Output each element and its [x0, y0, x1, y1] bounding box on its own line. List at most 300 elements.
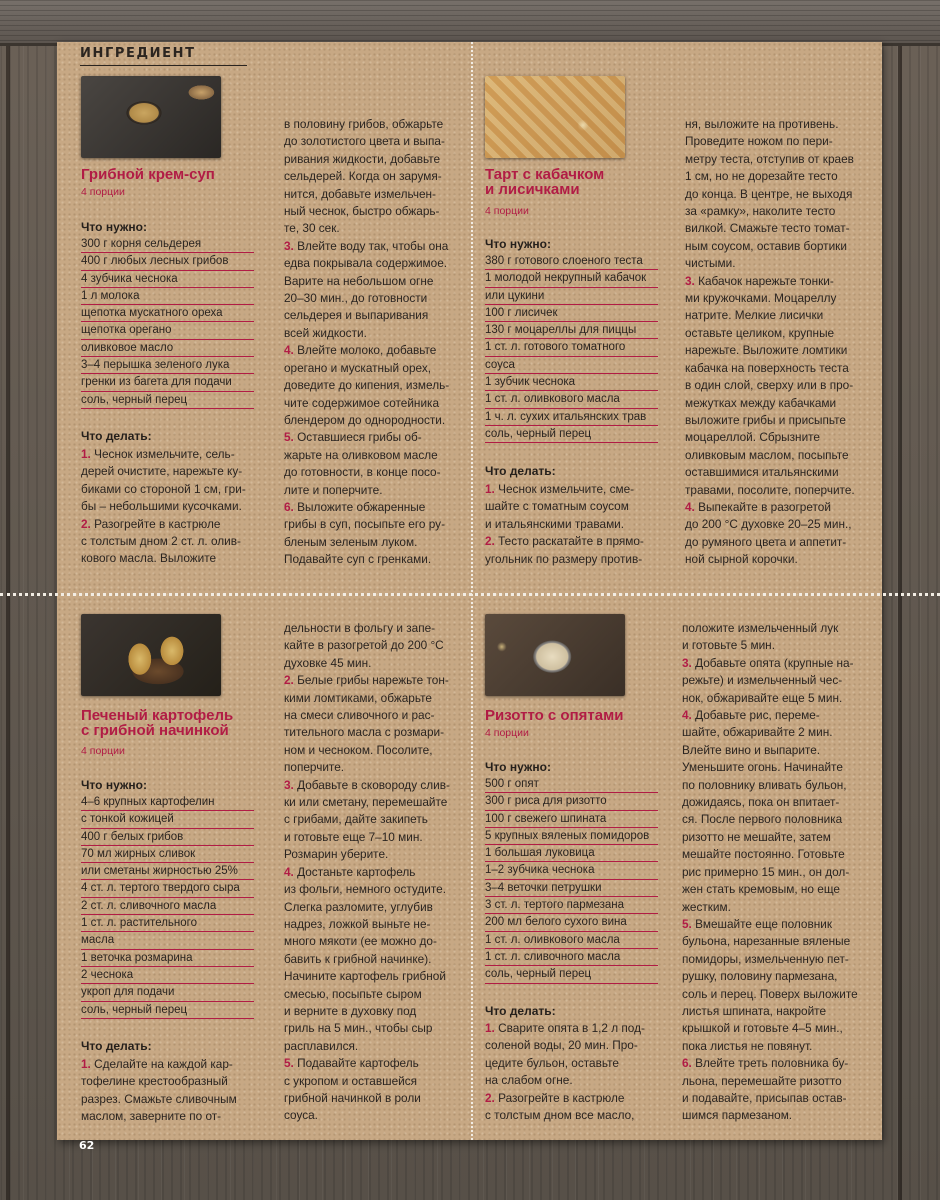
step-line: [685, 151, 870, 168]
step-text: ный чеснок, быстро обжарь-: [284, 204, 440, 219]
recipe-title-line: с грибной начинкой: [81, 722, 229, 739]
step-text: Подавайте картофель: [293, 1056, 419, 1071]
step-line: [685, 464, 870, 481]
step-line: [284, 968, 464, 985]
steps-column: [81, 1056, 261, 1126]
step-line: [284, 464, 464, 481]
ingredients-list: [485, 776, 658, 984]
step-text: духовке 45 мин.: [284, 655, 372, 670]
step-text: крышкой и готовьте 4–5 мин.,: [682, 1021, 843, 1036]
risotto-photo: [485, 614, 625, 696]
ingredient-item: 1 л молока: [81, 288, 254, 305]
ingredients-heading: Что нужно:: [485, 760, 551, 774]
step-line: [284, 620, 464, 637]
step-line: [284, 325, 464, 342]
step-line: [284, 1038, 464, 1055]
baked-potato-photo: [81, 614, 221, 696]
recipe-title-line: Тарт с кабачком: [485, 166, 605, 183]
recipe-portions: 4 порции: [485, 727, 529, 739]
ingredient-item: 1 ч. л. сухих итальянских трав: [485, 409, 658, 426]
step-text: натрите. Мелкие лисички: [685, 308, 824, 323]
ingredients-heading: Что нужно:: [81, 220, 147, 234]
step-line: [81, 516, 261, 533]
step-line: [284, 986, 464, 1003]
ingredient-item: 400 г любых лесных грибов: [81, 253, 254, 270]
ingredient-item: 5 крупных вяленых помидоров: [485, 828, 658, 845]
step-text: дельности в фольгу и запе-: [284, 621, 436, 635]
ingredient-item: соуса: [485, 357, 658, 374]
recipe-title-line: Ризотто с опятами: [485, 707, 624, 724]
ingredient-item: 200 мл белого сухого вина: [485, 914, 658, 931]
step-text: дожидаясь, пока он впитает-: [682, 795, 840, 810]
step-line: [682, 899, 872, 916]
step-line: [284, 342, 464, 359]
step-number: 3.: [284, 777, 294, 792]
step-text: ном и чесноком. Посолите,: [284, 742, 433, 757]
step-line: [284, 290, 464, 307]
step-line: [682, 1038, 872, 1055]
ingredient-item: гренки из багета для подачи: [81, 374, 254, 391]
step-line: [284, 759, 464, 776]
recipe-title: [81, 167, 215, 182]
ingredient-item: 3–4 веточки петрушки: [485, 880, 658, 897]
step-text: те, 30 сек.: [284, 221, 340, 236]
step-text: на слабом огне.: [485, 1073, 573, 1088]
step-text: Сделайте на каждой кар-: [90, 1057, 233, 1071]
step-text: в один слой, сверху или в про-: [685, 378, 854, 393]
steps-heading: Что делать:: [81, 429, 152, 443]
step-number: 4.: [284, 864, 294, 879]
ingredient-item: с тонкой кожицей: [81, 811, 254, 828]
step-text: оставьте целиком, крупные: [685, 325, 835, 340]
recipe-title-line: Грибной крем-суп: [81, 166, 215, 183]
step-number: 5.: [284, 430, 294, 445]
step-text: с толстым дном все масло,: [485, 1108, 635, 1123]
step-line: [81, 1056, 261, 1073]
step-line: [682, 1020, 872, 1037]
ingredients-list: [81, 794, 254, 1019]
ingredient-item: соль, черный перец: [81, 1002, 254, 1019]
step-text: дерей очистите, нарежьте ку-: [81, 464, 243, 479]
step-text: режьте) и измельченный чес-: [682, 673, 843, 688]
step-text: жарьте на оливковом масле: [284, 447, 438, 462]
ingredient-item: 4 ст. л. тертого твердого сыра: [81, 880, 254, 897]
recipe-title-line: и лисичками: [485, 181, 580, 198]
step-line: [682, 672, 872, 689]
step-line: [284, 412, 464, 429]
step-number: 2.: [81, 516, 91, 531]
step-text: поперчите.: [284, 760, 345, 775]
step-line: [284, 951, 464, 968]
step-text: рис примерно 15 мин., он дол-: [682, 864, 850, 879]
ingredient-item: 1 зубчик чеснока: [485, 374, 658, 391]
step-text: Кабачок нарежьте тонки-: [694, 273, 834, 288]
step-text: с грибами, дайте закипеть: [284, 812, 428, 827]
step-line: [284, 1107, 464, 1124]
step-line: [685, 168, 870, 185]
step-text: до румяного цвета и аппетит-: [685, 534, 847, 549]
step-line: [485, 481, 665, 498]
section-label: ИНГРЕДИЕНТ: [80, 46, 247, 66]
step-text: листья шпината, накройте: [682, 1003, 827, 1018]
step-text: пока листья не повянут.: [682, 1038, 813, 1053]
step-line: [682, 1090, 872, 1107]
ingredients-list: [485, 253, 658, 443]
step-line: [685, 516, 870, 533]
ingredient-item: 500 г опят: [485, 776, 658, 793]
step-text: соленой воды, 20 мин. Про-: [485, 1038, 638, 1053]
step-line: [81, 463, 261, 480]
ingredients-heading: Что нужно:: [485, 237, 551, 251]
step-line: [685, 342, 870, 359]
steps-heading: Что делать:: [81, 1039, 152, 1053]
ingredient-item: масла: [81, 932, 254, 949]
step-text: угольник по размеру против-: [485, 551, 643, 566]
step-line: [81, 1073, 261, 1090]
mushroom-soup-photo: [81, 76, 221, 158]
step-text: шимся пармезаном.: [682, 1108, 793, 1123]
step-line: [685, 255, 870, 272]
horizontal-fold-line: [0, 593, 940, 596]
step-text: на смеси сливочного и рас-: [284, 708, 435, 723]
ingredient-item: 3 ст. л. тертого пармезана: [485, 897, 658, 914]
ingredient-item: щепотка орегано: [81, 322, 254, 339]
step-line: [284, 186, 464, 203]
step-text: Белые грибы нарежьте тон-: [293, 673, 449, 688]
step-line: [284, 133, 464, 150]
step-line: [682, 655, 872, 672]
ingredient-item: 4–6 крупных картофелин: [81, 794, 254, 811]
step-text: едва покрывала содержимое.: [284, 256, 448, 271]
step-line: [682, 1107, 872, 1124]
step-line: [284, 307, 464, 324]
step-number: 3.: [682, 655, 692, 670]
ingredient-item: 1–2 зубчика чеснока: [485, 862, 658, 879]
ingredient-item: укроп для подачи: [81, 984, 254, 1001]
steps-column: [682, 620, 872, 1125]
step-text: метру теста, отступив от краев: [685, 151, 854, 166]
step-number: 4.: [682, 708, 692, 723]
ingredient-item: соль, черный перец: [81, 392, 254, 409]
step-text: цедите бульон, оставьте: [485, 1055, 619, 1070]
step-line: [485, 1020, 665, 1037]
step-number: 1.: [81, 1057, 91, 1071]
step-line: [284, 829, 464, 846]
step-number: 5.: [682, 916, 692, 931]
step-line: [284, 1073, 464, 1090]
step-text: Добавьте в сковороду слив-: [293, 777, 450, 792]
step-text: Выложите обжаренные: [293, 499, 426, 514]
step-text: Уменьшите огонь. Начинайте: [682, 760, 843, 775]
step-text: до готовности, в конце посо-: [284, 465, 441, 480]
step-line: [682, 916, 872, 933]
step-text: сельдерея и выпаривания: [284, 308, 429, 323]
step-line: [685, 186, 870, 203]
steps-column: [81, 446, 261, 568]
step-text: за «рамку», наколите тесто: [685, 204, 836, 219]
step-line: [81, 533, 261, 550]
step-line: [284, 203, 464, 220]
step-line: [685, 116, 870, 133]
step-line: [682, 707, 872, 724]
step-line: [682, 794, 872, 811]
step-text: Вмешайте еще половник: [691, 916, 833, 931]
step-text: смесью, посыпьте сыром: [284, 986, 422, 1001]
step-text: маслом, заверните по от-: [81, 1109, 222, 1124]
step-text: бульона, нарезанные вяленые: [682, 934, 851, 949]
step-line: [685, 395, 870, 412]
ingredient-item: соль, черный перец: [485, 426, 658, 443]
step-line: [284, 220, 464, 237]
step-text: льона, перемешайте ризотто: [682, 1073, 842, 1088]
step-text: всей жидкости.: [284, 325, 367, 340]
step-text: соуса.: [284, 1108, 318, 1123]
step-text: бленым зеленым луком.: [284, 534, 418, 549]
step-line: [682, 777, 872, 794]
step-line: [485, 1107, 665, 1124]
step-line: [485, 533, 665, 550]
step-text: Чеснок измельчите, сель-: [90, 447, 235, 461]
step-number: 5.: [284, 1056, 294, 1071]
step-line: [284, 116, 464, 133]
step-line: [284, 499, 464, 516]
vertical-fold-line: [471, 42, 473, 1140]
step-line: [682, 724, 872, 741]
step-line: [284, 811, 464, 828]
step-line: [81, 446, 261, 463]
ingredient-item: или цукини: [485, 288, 658, 305]
ingredient-item: 1 ст. л. сливочного масла: [485, 949, 658, 966]
step-text: Слегка разломите, углубив: [284, 899, 433, 914]
steps-heading: Что делать:: [485, 464, 556, 478]
step-line: [685, 290, 870, 307]
step-text: Разогрейте в кастрюле: [494, 1090, 625, 1105]
recipe-portions: 4 порции: [81, 186, 125, 198]
step-line: [682, 620, 872, 637]
step-line: [284, 516, 464, 533]
step-text: ми кружочками. Моцареллу: [685, 291, 837, 306]
step-line: [284, 672, 464, 689]
step-text: чите содержимое сотейника: [284, 395, 440, 410]
step-text: шайте с томатным соусом: [485, 499, 629, 514]
step-text: мешайте постоянно. Готовьте: [682, 847, 845, 862]
step-line: [284, 255, 464, 272]
step-text: ривания жидкости, добавьте: [284, 151, 441, 166]
ingredient-item: 100 г свежего шпината: [485, 811, 658, 828]
step-line: [685, 447, 870, 464]
step-number: 3.: [685, 273, 695, 288]
step-line: [81, 498, 261, 515]
step-line: [284, 846, 464, 863]
step-text: ной сырной корочки.: [685, 552, 798, 567]
step-text: выложите грибы и присыпьте: [685, 412, 846, 427]
step-text: ня, выложите на противень.: [685, 117, 839, 131]
step-line: [284, 794, 464, 811]
step-text: Разогрейте в кастрюле: [90, 516, 221, 531]
step-text: и готовьте 5 мин.: [682, 638, 775, 653]
step-number: 2.: [485, 1090, 495, 1105]
step-line: [284, 395, 464, 412]
step-line: [81, 481, 261, 498]
step-line: [682, 1003, 872, 1020]
recipe-portions: 4 порции: [485, 205, 529, 217]
step-line: [685, 499, 870, 516]
step-line: [485, 1090, 665, 1107]
wood-background-top: [0, 0, 940, 46]
step-line: [682, 829, 872, 846]
step-text: лите и поперчите.: [284, 482, 383, 497]
step-text: Выпекайте в разогретой: [694, 499, 831, 514]
step-text: Влейте молоко, добавьте: [293, 343, 437, 358]
ingredient-item: 1 ст. л. оливкового масла: [485, 932, 658, 949]
step-line: [685, 377, 870, 394]
ingredient-item: или сметаны жирностью 25%: [81, 863, 254, 880]
step-text: Влейте треть половника бу-: [691, 1056, 849, 1071]
step-text: Добавьте рис, переме-: [691, 708, 820, 723]
step-line: [284, 742, 464, 759]
step-line: [682, 1055, 872, 1072]
step-text: помидоры, измельченную пет-: [682, 951, 849, 966]
step-text: и подавайте, присыпав остав-: [682, 1090, 847, 1105]
step-text: нок, обжаривайте еще 5 мин.: [682, 690, 843, 705]
step-line: [685, 534, 870, 551]
step-text: Варите на небольшом огне: [284, 273, 434, 288]
ingredient-item: 1 веточка розмарина: [81, 950, 254, 967]
step-line: [682, 968, 872, 985]
ingredient-item: 1 большая луковица: [485, 845, 658, 862]
step-text: до 200 °С духовке 20–25 мин.,: [685, 517, 852, 532]
step-line: [284, 1090, 464, 1107]
step-text: до конца. В центре, не выходя: [685, 186, 853, 201]
step-text: Сварите опята в 1,2 л под-: [494, 1021, 645, 1035]
steps-column: [485, 1020, 665, 1124]
step-line: [284, 864, 464, 881]
step-line: [284, 881, 464, 898]
ingredient-item: щепотка мускатного ореха: [81, 305, 254, 322]
step-text: в половину грибов, обжарьте: [284, 117, 444, 131]
step-text: биками со стороной 1 см, гри-: [81, 481, 246, 496]
ingredient-item: 130 г моцареллы для пиццы: [485, 322, 658, 339]
step-line: [485, 498, 665, 515]
step-line: [81, 1108, 261, 1125]
step-text: разрез. Смажьте сливочным: [81, 1091, 237, 1106]
step-text: межутках между кабачками: [685, 395, 837, 410]
step-line: [682, 811, 872, 828]
ingredient-item: 400 г белых грибов: [81, 829, 254, 846]
step-number: 1.: [485, 1021, 495, 1035]
step-text: 1 см, но не дорезайте тесто: [685, 169, 838, 184]
recipe-portions: 4 порции: [81, 745, 125, 757]
step-text: и верните в духовку под: [284, 1003, 417, 1018]
step-number: 2.: [284, 673, 294, 688]
step-line: [284, 933, 464, 950]
step-line: [284, 151, 464, 168]
step-line: [485, 1072, 665, 1089]
step-text: грибы в суп, посыпьте его ру-: [284, 517, 445, 532]
step-text: орегано и мускатный орех,: [284, 360, 432, 375]
page-number: 62: [79, 1139, 95, 1152]
step-text: оставшимися итальянскими: [685, 465, 839, 480]
step-text: кайте в разогретой до 200 °С: [284, 638, 444, 653]
step-number: 6.: [682, 1056, 692, 1071]
step-line: [685, 551, 870, 568]
steps-column: [284, 620, 464, 1125]
step-line: [682, 881, 872, 898]
step-text: Начините картофель грибной: [284, 969, 446, 984]
step-number: 2.: [485, 534, 495, 549]
step-text: много мякоти (ее можно до-: [284, 934, 437, 949]
step-line: [284, 1020, 464, 1037]
step-line: [284, 447, 464, 464]
step-line: [284, 273, 464, 290]
step-line: [682, 933, 872, 950]
step-text: блендером до однородности.: [284, 412, 446, 427]
step-text: бавить к грибной начинке).: [284, 951, 432, 966]
step-line: [284, 168, 464, 185]
step-line: [485, 1055, 665, 1072]
step-number: 3.: [284, 238, 294, 253]
step-text: кими ломтиками, обжарьте: [284, 690, 432, 705]
step-text: ризотто не мешайте, затем: [682, 829, 831, 844]
step-text: положите измельченный лук: [682, 621, 839, 635]
step-text: Розмарин уберите.: [284, 847, 389, 862]
step-line: [284, 655, 464, 672]
ingredient-item: 3–4 перышка зеленого лука: [81, 357, 254, 374]
step-line: [685, 307, 870, 324]
step-line: [485, 516, 665, 533]
step-text: Добавьте опята (крупные на-: [691, 655, 854, 670]
recipe-title-line: Печеный картофель: [81, 707, 234, 724]
ingredient-item: 4 зубчика чеснока: [81, 271, 254, 288]
step-text: доведите до кипения, измель-: [284, 378, 450, 393]
step-line: [682, 690, 872, 707]
step-line: [685, 220, 870, 237]
step-text: из фольги, немного остудите.: [284, 882, 446, 897]
ingredient-item: 300 г корня сельдерея: [81, 236, 254, 253]
step-number: 1.: [81, 447, 91, 461]
step-line: [284, 899, 464, 916]
ingredient-item: 2 ст. л. сливочного масла: [81, 898, 254, 915]
step-text: до золотистого цвета и выпа-: [284, 134, 445, 149]
ingredient-item: 2 чеснока: [81, 967, 254, 984]
step-text: ки или сметану, перемешайте: [284, 795, 448, 810]
step-line: [81, 1091, 261, 1108]
step-line: [284, 482, 464, 499]
step-text: Влейте вино и выпарите.: [682, 742, 821, 757]
step-line: [81, 550, 261, 567]
step-text: нарежьте. Выложите ломтики: [685, 343, 848, 358]
step-text: оливковым маслом, посыпьте: [685, 447, 849, 462]
steps-column: [284, 116, 464, 569]
step-line: [685, 273, 870, 290]
step-text: Тесто раскатайте в прямо-: [494, 534, 644, 549]
step-line: [685, 360, 870, 377]
step-text: рушку, половину пармезана,: [682, 969, 838, 984]
step-text: тительного масла с розмари-: [284, 725, 445, 740]
step-line: [685, 429, 870, 446]
step-line: [685, 325, 870, 342]
wood-plank-seam: [6, 46, 10, 1200]
step-text: сельдерей. Когда он зарумя-: [284, 169, 442, 184]
step-number: 1.: [485, 482, 495, 496]
ingredient-item: 1 молодой некрупный кабачок: [485, 270, 658, 287]
step-text: гриль на 5 мин., чтобы сыр: [284, 1021, 433, 1036]
step-line: [682, 846, 872, 863]
step-line: [284, 429, 464, 446]
ingredients-heading: Что нужно:: [81, 778, 147, 792]
recipe-title: [485, 708, 623, 723]
step-line: [284, 551, 464, 568]
